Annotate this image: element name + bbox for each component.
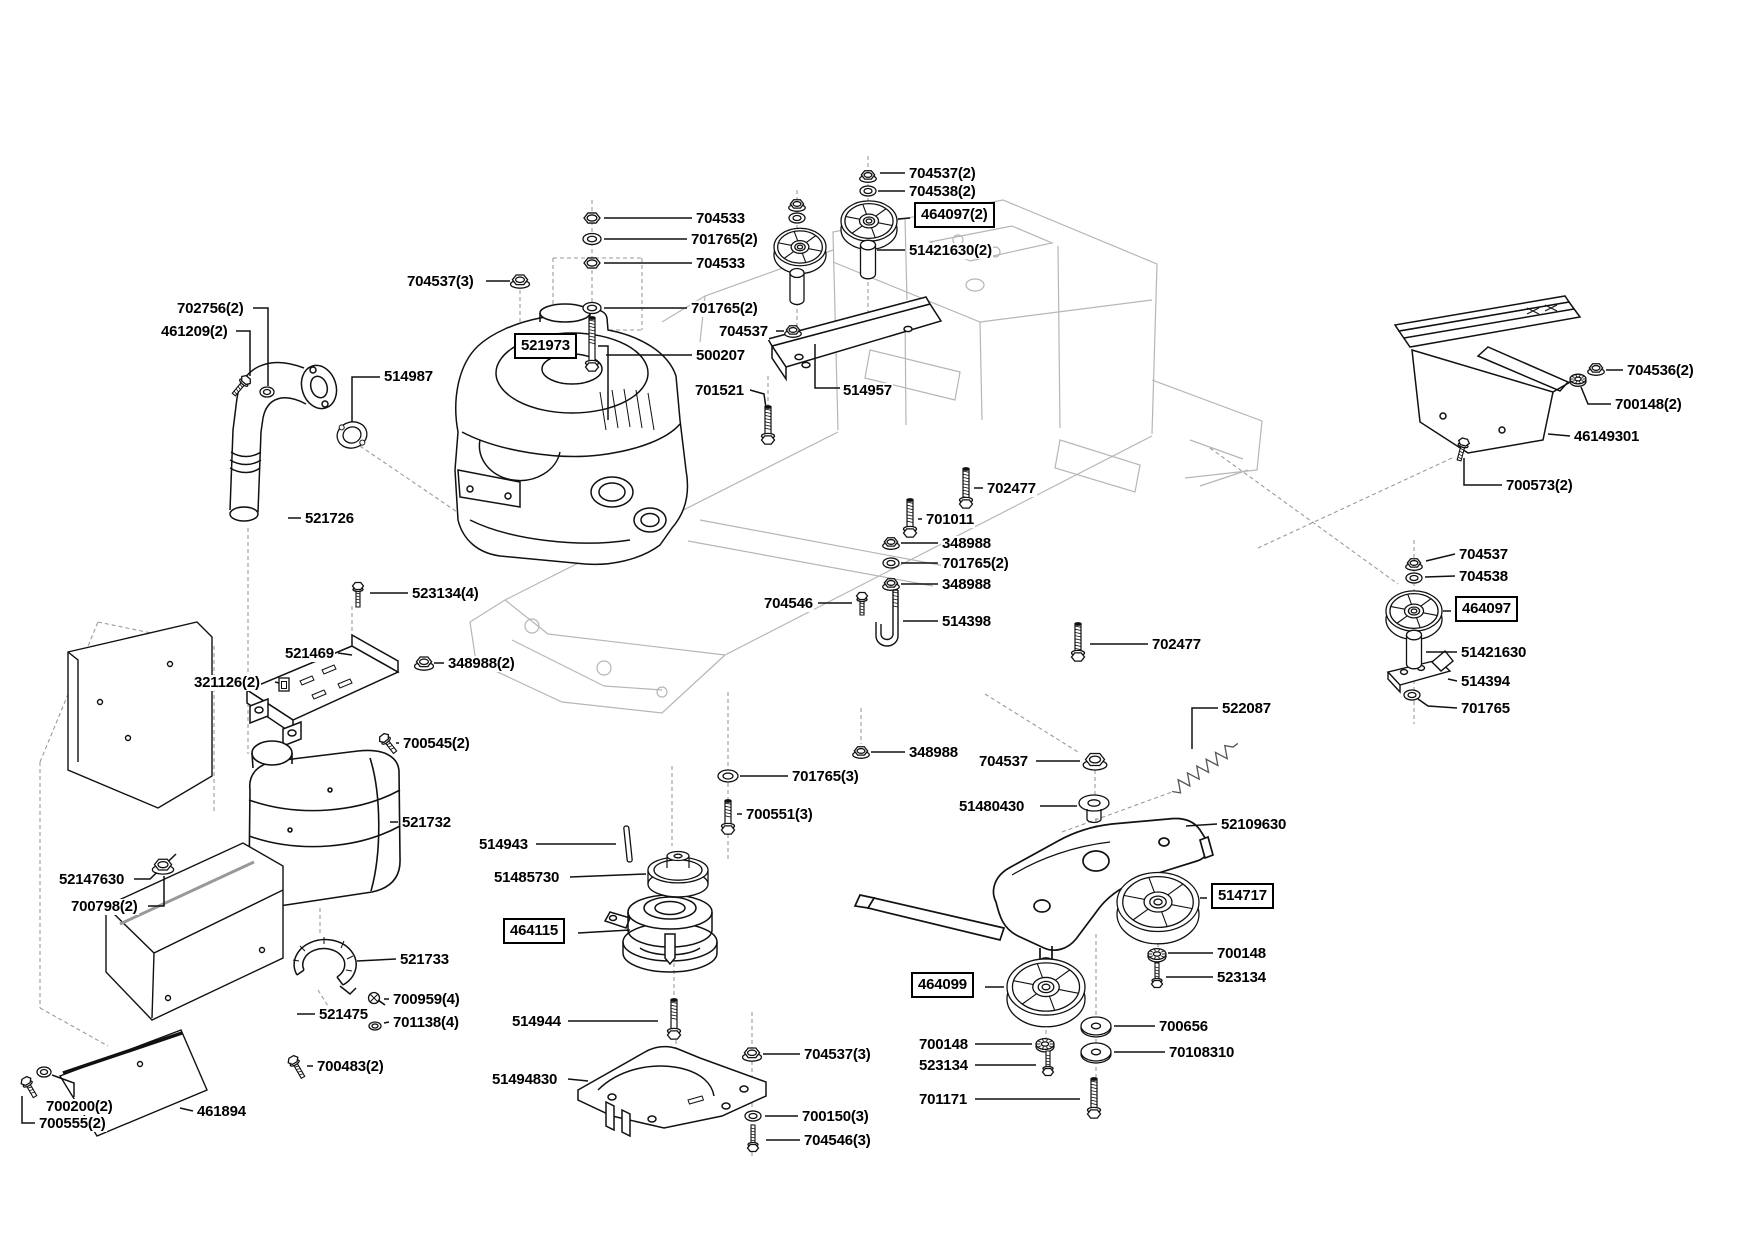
fnut-glyph [789,200,806,212]
screw-glyph [748,1125,759,1151]
fnut-glyph [511,275,530,288]
part-label-c29[interactable]: 701138(4) [393,1014,459,1031]
leader-line [384,1022,389,1023]
part-label-c46[interactable]: 700573(2) [1506,477,1573,494]
screw-glyph [287,1054,308,1080]
fnut-glyph [1406,559,1423,571]
fnut-glyph [1083,754,1107,770]
support-bracket-drawing [768,297,941,379]
leader-line [570,874,646,877]
screw-glyph [1043,1051,1054,1075]
screw-glyph [20,1075,40,1099]
part-label-c14[interactable]: 521973 [514,333,577,359]
fnut-glyph [1588,364,1605,376]
part-label-c24[interactable]: 52147630 [59,871,125,888]
muffler-pan-drawing [106,843,283,1020]
washer-glyph [583,303,601,314]
screw-glyph [230,374,253,398]
part-label-c44[interactable]: 700148(2) [1615,396,1682,413]
fnut-glyph [860,171,877,183]
leader-line [352,377,380,422]
washer-glyph [718,770,738,782]
leader-line [1425,576,1455,577]
part-label-c56[interactable]: 700551(3) [746,806,813,823]
part-label-c27[interactable]: 521733 [400,951,449,968]
leader-line [1418,699,1457,708]
part-label-c38[interactable]: 701765(2) [942,555,1009,572]
part-label-c16[interactable]: 461209(2) [161,323,228,340]
part-label-c63[interactable]: 464099 [911,972,974,998]
leader-line [750,390,766,408]
fnut-glyph [415,657,434,670]
bolt-glyph [1072,623,1085,661]
part-label-c74[interactable]: 704537(3) [804,1046,871,1063]
part-label-c40[interactable]: 704546 [764,595,813,612]
spacer-glyph [790,269,804,305]
part-label-c08[interactable]: 704538(2) [909,183,976,200]
part-label-c67[interactable]: 700656 [1159,1018,1208,1035]
washer-glyph [745,1111,761,1121]
fwasher-glyph [1081,1043,1111,1063]
part-label-c75[interactable]: 700150(3) [802,1108,869,1125]
spacer-glyph [861,240,876,279]
part-label-c42[interactable]: 702477 [1152,636,1201,653]
leader-line [236,331,250,376]
part-label-c06[interactable]: 704537(3) [407,273,474,290]
part-label-c37[interactable]: 348988 [942,535,991,552]
leader-line [1581,387,1611,404]
part-label-c03[interactable]: 704533 [696,255,745,272]
part-label-c62[interactable]: 523134 [1217,969,1266,986]
pin-glyph [624,826,633,862]
part-label-c32[interactable]: 700200(2) [46,1098,113,1115]
part-label-c34[interactable]: 461894 [197,1103,246,1120]
part-label-c55[interactable]: 701765(3) [792,768,859,785]
pulley-glyph [1007,959,1085,1027]
swasher-glyph [1570,374,1586,386]
washer-glyph [1404,690,1420,700]
part-label-c52[interactable]: 701765 [1461,700,1510,717]
part-label-c51[interactable]: 514394 [1461,673,1510,690]
part-label-c73[interactable]: 51494830 [492,1071,558,1088]
part-label-c60[interactable]: 514717 [1211,883,1274,909]
leader-line [357,959,396,961]
bolt-glyph [668,999,681,1039]
nut-glyph [584,258,600,268]
screw-glyph [353,583,364,607]
part-label-c69[interactable]: 514943 [479,836,528,853]
clip-glyph [279,678,289,691]
part-label-c28[interactable]: 700959(4) [393,991,460,1008]
spacer-glyph [1407,630,1422,669]
leader-line [1548,434,1570,436]
part-label-c35[interactable]: 702477 [987,480,1036,497]
clutch-drawing [605,895,717,972]
fnut-glyph [785,326,802,338]
fnut-glyph [853,747,870,759]
washer-glyph [883,558,899,568]
part-label-c36[interactable]: 701011 [926,511,975,528]
part-label-c47[interactable]: 704537 [1459,546,1508,563]
swasher-glyph [1148,949,1166,962]
leader-line [1464,458,1502,485]
washer-glyph [1406,573,1422,583]
part-label-c25[interactable]: 700798(2) [71,898,138,915]
part-label-c22[interactable]: 321126(2) [194,674,260,691]
leader-line [1426,554,1455,561]
part-label-c10[interactable]: 51421630(2) [909,242,992,259]
part-label-c12[interactable]: 514957 [843,382,892,399]
part-label-c17[interactable]: 514987 [384,368,433,385]
muffler-clamp-drawing [293,937,356,994]
part-label-c45[interactable]: 46149301 [1574,428,1640,445]
spring-glyph [1172,743,1238,792]
fnut-glyph [152,859,173,874]
fnut-glyph [883,579,900,591]
bolt-glyph [1088,1078,1101,1118]
bolt-glyph [762,406,775,444]
nut-glyph [584,213,600,223]
washer-glyph [37,1067,51,1077]
keyscrew-glyph [369,993,386,1006]
part-label-c48[interactable]: 704538 [1459,568,1508,585]
pulley-glyph [1117,872,1199,943]
part-label-c65[interactable]: 523134 [919,1057,968,1074]
leader-line [22,1096,35,1123]
part-label-c64[interactable]: 700148 [919,1036,968,1053]
part-label-c11[interactable]: 704537 [719,323,768,340]
part-label-c26[interactable]: 521732 [402,814,451,831]
part-label-c39[interactable]: 348988 [942,576,991,593]
part-label-c20[interactable]: 521469 [285,645,334,662]
part-label-c66[interactable]: 701171 [919,1091,968,1108]
fnut-glyph [743,1048,762,1061]
part-label-c50[interactable]: 51421630 [1461,644,1527,661]
rear-bracket-drawing [1395,296,1580,453]
leader-line [898,218,910,219]
part-label-c01[interactable]: 704533 [696,210,745,227]
fwasher-glyph [1081,1017,1111,1037]
heat-shield-drawing [68,622,212,808]
part-label-c02[interactable]: 701765(2) [691,231,758,248]
pulley-glyph [774,228,826,273]
leader-line [180,1108,193,1111]
callout-layer [20,171,1623,1152]
fnut-glyph [883,538,900,550]
part-label-c07[interactable]: 704537(2) [909,165,976,182]
engine-plate-drawing [578,1047,766,1136]
part-label-c18[interactable]: 521726 [305,510,354,527]
jbolt-glyph [876,590,898,646]
leader-line [1192,708,1218,749]
part-label-c61[interactable]: 700148 [1217,945,1266,962]
part-label-c33[interactable]: 700555(2) [39,1115,106,1132]
swasher-glyph [1036,1039,1054,1052]
part-label-c30[interactable]: 521475 [319,1006,368,1023]
part-label-c09[interactable]: 464097(2) [914,202,995,228]
part-label-c23[interactable]: 700545(2) [403,735,470,752]
washer-glyph [260,387,274,397]
part-label-c31[interactable]: 700483(2) [317,1058,384,1075]
grommet-glyph [1079,795,1109,823]
part-label-c70[interactable]: 51485730 [494,869,560,886]
part-label-c72[interactable]: 514944 [512,1013,561,1030]
washer-glyph [789,213,805,223]
leader-line [1448,679,1457,681]
part-label-c41[interactable]: 514398 [942,613,991,630]
part-label-c05[interactable]: 500207 [696,347,745,364]
part-label-c49[interactable]: 464097 [1455,596,1518,622]
part-label-c15[interactable]: 702756(2) [177,300,244,317]
bolt-glyph [960,468,973,508]
washer-glyph [860,186,876,196]
washer-glyph [369,1022,381,1030]
part-label-c76[interactable]: 704546(3) [804,1132,871,1149]
leader-line [578,930,630,933]
screw-glyph [857,593,868,615]
part-label-c68[interactable]: 70108310 [1169,1044,1235,1061]
part-label-c04[interactable]: 701765(2) [691,300,758,317]
part-label-c58[interactable]: 522087 [1222,700,1271,717]
washer-glyph [583,234,601,245]
leader-line [253,308,268,386]
bolt-glyph [722,800,735,834]
part-label-c59[interactable]: 52109630 [1221,816,1287,833]
screw-glyph [1152,963,1163,987]
bolt-glyph [904,499,917,537]
gasket-glyph [334,419,370,452]
part-label-c57[interactable]: 51480430 [959,798,1025,815]
part-label-c13[interactable]: 701521 [695,382,744,399]
part-label-c71[interactable]: 464115 [503,918,565,944]
leader-line [568,1079,588,1081]
part-label-c53[interactable]: 348988 [909,744,958,761]
part-label-c21[interactable]: 348988(2) [448,655,515,672]
pulleyflat-glyph [648,852,708,897]
part-label-c54[interactable]: 704537 [979,753,1028,770]
part-label-c19[interactable]: 523134(4) [412,585,479,602]
part-label-c43[interactable]: 704536(2) [1627,362,1694,379]
